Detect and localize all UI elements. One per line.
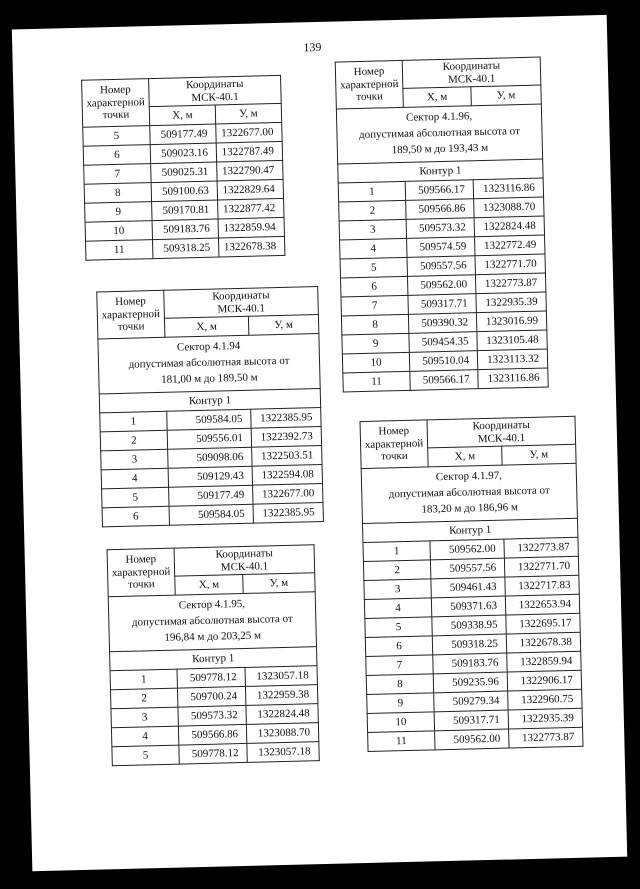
point-number: 1 (110, 669, 177, 690)
x-coordinate: 509778.12 (179, 744, 247, 765)
header-x: X, м (428, 446, 502, 467)
point-number: 2 (339, 200, 406, 221)
point-number: 6 (83, 145, 150, 166)
header-coordinates-label: Координаты (442, 59, 501, 73)
y-coordinate: 1322677.00 (253, 484, 323, 505)
x-coordinate: 509562.00 (430, 539, 504, 560)
y-coordinate: 1322935.39 (476, 292, 546, 313)
header-y: У, м (502, 445, 576, 466)
x-coordinate: 509700.24 (177, 687, 245, 708)
table-row (343, 368, 548, 392)
x-coordinate: 509562.00 (407, 275, 475, 296)
sector-caption (361, 464, 577, 524)
sector-height-range: 183,20 м до 186,96 м (421, 501, 519, 516)
point-number: 4 (101, 468, 168, 489)
header-x: X, м (149, 105, 215, 126)
header-x: X, м (164, 317, 248, 338)
point-number: 5 (83, 126, 150, 147)
contour-label: Контур 1 (338, 159, 543, 183)
header-y: У, м (243, 573, 315, 594)
sector-height-range: 196,84 м до 203,25 м (164, 629, 262, 645)
x-coordinate: 509584.05 (169, 504, 253, 525)
point-number: 2 (110, 688, 177, 709)
x-coordinate: 509338.95 (432, 615, 506, 636)
x-coordinate: 509279.34 (434, 691, 508, 712)
x-coordinate: 509025.31 (151, 162, 217, 183)
point-number: 5 (112, 745, 179, 766)
table-row (102, 503, 323, 527)
point-number: 1 (338, 181, 405, 202)
point-number: 4 (364, 598, 431, 619)
x-coordinate: 509566.17 (410, 370, 478, 391)
header-coordinates (174, 545, 315, 577)
header-x: X, м (403, 87, 471, 108)
point-number: 7 (341, 295, 408, 316)
y-coordinate: 1322653.94 (505, 594, 579, 615)
header-x: X, м (175, 575, 243, 596)
point-number: 9 (85, 202, 152, 223)
point-number: 5 (365, 617, 432, 638)
y-coordinate: 1322678.38 (506, 632, 580, 653)
point-number: 7 (84, 164, 151, 185)
y-coordinate: 1322773.87 (509, 727, 583, 748)
point-number: 11 (343, 371, 410, 392)
contour-label: Контур 1 (110, 647, 317, 671)
sector-height-range: 189,50 м до 193,43 м (391, 142, 489, 157)
x-coordinate: 509371.63 (431, 596, 505, 617)
y-coordinate: 1322678.38 (218, 237, 284, 258)
point-number: 3 (101, 449, 168, 470)
x-coordinate: 509557.56 (407, 256, 475, 277)
header-msk-label: МСК-40.1 (447, 72, 496, 86)
x-coordinate: 509556.01 (167, 428, 251, 449)
y-coordinate: 1323057.18 (247, 742, 319, 763)
point-number: 7 (366, 655, 433, 676)
header-y: У, м (215, 104, 281, 125)
header-msk-label: МСК-40.1 (477, 431, 526, 445)
point-number: 6 (102, 506, 169, 527)
x-coordinate: 509574.59 (407, 237, 475, 258)
y-coordinate: 1322824.48 (474, 216, 544, 237)
point-number: 3 (111, 707, 178, 728)
header-coordinates-label: Координаты (215, 547, 274, 561)
point-number: 5 (340, 257, 407, 278)
y-coordinate: 1323113.32 (477, 349, 547, 370)
sector-4-1-97-table (360, 416, 584, 752)
y-coordinate: 1322677.00 (216, 123, 282, 144)
y-coordinate: 1323105.48 (477, 330, 547, 351)
point-number: 10 (367, 712, 434, 733)
y-coordinate: 1322772.49 (475, 235, 545, 256)
sector-4-1-95-table (107, 544, 320, 766)
header-coordinates (164, 287, 319, 319)
point-number: 10 (342, 352, 409, 373)
x-coordinate: 509566.86 (178, 725, 246, 746)
point-number: 6 (341, 276, 408, 297)
header-coordinates (402, 57, 541, 89)
document-page (12, 15, 627, 871)
sector-height-text: допустимая абсолютная высота от (388, 484, 550, 501)
y-coordinate: 1322392.73 (251, 427, 321, 448)
point-number: 9 (367, 693, 434, 714)
header-coordinates-label: Координаты (212, 289, 270, 303)
sector-height-text: допустимая абсолютная высота от (358, 125, 521, 142)
y-coordinate: 1323057.18 (245, 666, 317, 687)
x-coordinate: 509023.16 (150, 143, 216, 164)
point-number: 4 (340, 238, 407, 259)
x-coordinate: 509454.35 (409, 332, 477, 353)
x-coordinate: 509584.05 (167, 409, 251, 430)
y-coordinate: 1323116.86 (478, 368, 548, 389)
point-number: 1 (363, 541, 430, 562)
x-coordinate: 509183.76 (433, 653, 507, 674)
sector-caption (98, 334, 320, 394)
sector-caption (108, 592, 316, 652)
point-number: 11 (368, 731, 435, 752)
point-number: 2 (363, 560, 430, 581)
header-msk-label: МСК-40.1 (191, 90, 239, 104)
point-number: 9 (342, 333, 409, 354)
y-coordinate: 1322717.83 (505, 575, 579, 596)
x-coordinate: 509235.96 (433, 672, 507, 693)
y-coordinate: 1322859.94 (507, 651, 581, 672)
page-number: 139 (303, 39, 322, 55)
x-coordinate: 509566.86 (406, 199, 474, 220)
sector-height-range: 181,00 м до 189,50 м (161, 371, 258, 387)
header-point-number: Номер характерной точки (360, 420, 428, 469)
x-coordinate: 509317.71 (408, 294, 476, 315)
y-coordinate: 1322829.64 (217, 180, 283, 201)
x-coordinate: 509317.71 (434, 710, 508, 731)
point-number: 1 (100, 411, 167, 432)
x-coordinate: 509562.00 (435, 729, 509, 750)
y-coordinate: 1322503.51 (252, 446, 322, 467)
contour-label: Контур 1 (99, 389, 320, 413)
header-coordinates-label: Координаты (472, 418, 530, 433)
x-coordinate: 509573.32 (178, 706, 246, 727)
contour-label: Контур 1 (363, 518, 578, 542)
x-coordinate: 509177.49 (169, 485, 253, 506)
y-coordinate: 1322773.87 (475, 273, 545, 294)
point-number: 11 (86, 240, 153, 261)
y-coordinate: 1323088.70 (474, 197, 544, 218)
table-row (368, 727, 583, 751)
x-coordinate: 509177.49 (150, 124, 216, 145)
y-coordinate: 1322824.48 (246, 704, 318, 725)
y-coordinate: 1322385.95 (253, 503, 323, 524)
header-coordinates (427, 416, 576, 448)
header-msk-label: МСК-40.1 (217, 301, 266, 316)
header-msk-label: МСК-40.1 (220, 559, 269, 574)
table-row (112, 742, 319, 766)
y-coordinate: 1323116.86 (473, 178, 543, 199)
point-number: 3 (339, 219, 406, 240)
x-coordinate: 509129.43 (168, 466, 252, 487)
x-coordinate: 509318.25 (432, 634, 506, 655)
sector-sector: Сектор 4.1.94 (176, 340, 241, 354)
y-coordinate: 1323088.70 (246, 723, 318, 744)
sector-sector: Сектор 4.1.97, (435, 469, 503, 484)
point-number: 8 (366, 674, 433, 695)
point-number: 4 (111, 726, 178, 747)
y-coordinate: 1322960.75 (508, 689, 582, 710)
header-y: У, м (248, 315, 318, 336)
x-coordinate: 509566.17 (405, 180, 473, 201)
header-coordinates (149, 75, 282, 106)
x-coordinate: 509573.32 (406, 218, 474, 239)
point-number: 10 (85, 221, 152, 242)
y-coordinate: 1323016.99 (476, 311, 546, 332)
x-coordinate: 509183.76 (152, 219, 218, 240)
x-coordinate: 509510.04 (409, 351, 477, 372)
sector-sector: Сектор 4.1.96, (405, 110, 473, 125)
x-coordinate: 509390.32 (408, 313, 476, 334)
sector-sector: Сектор 4.1.95, (178, 598, 246, 612)
point-number: 8 (341, 314, 408, 335)
y-coordinate: 1322935.39 (508, 708, 582, 729)
y-coordinate: 1322877.42 (218, 199, 284, 220)
y-coordinate: 1322790.47 (217, 161, 283, 182)
point-number: 2 (100, 430, 167, 451)
y-coordinate: 1322787.49 (216, 142, 282, 163)
header-point-number: Номер характерной точки (82, 79, 150, 128)
header-point-number: Номер характерной точки (335, 60, 403, 109)
y-coordinate: 1322771.70 (475, 254, 545, 275)
x-coordinate: 509557.56 (430, 558, 504, 579)
y-coordinate: 1322773.87 (504, 537, 578, 558)
x-coordinate: 509778.12 (177, 668, 245, 689)
y-coordinate: 1322594.08 (252, 465, 322, 486)
header-coordinates-label: Координаты (185, 77, 244, 92)
x-coordinate: 509100.63 (151, 181, 217, 202)
y-coordinate: 1322695.17 (506, 613, 580, 634)
point-number: 5 (102, 487, 169, 508)
y-coordinate: 1322859.94 (218, 218, 284, 239)
point-number: 6 (365, 636, 432, 657)
table-row (86, 237, 285, 261)
point-number: 3 (364, 579, 431, 600)
y-coordinate: 1322385.95 (251, 408, 321, 429)
coordinates-table-continued (81, 75, 285, 261)
x-coordinate: 509461.43 (431, 577, 505, 598)
sector-height-text: допустимая абсолютная высота от (128, 354, 290, 371)
sector-4-1-96-table (335, 57, 549, 393)
y-coordinate: 1322906.17 (507, 670, 581, 691)
x-coordinate: 509098.06 (168, 447, 252, 468)
sector-caption (336, 104, 542, 164)
header-point-number: Номер характерной точки (107, 548, 175, 597)
x-coordinate: 509318.25 (153, 238, 219, 259)
sector-4-1-94-table (96, 286, 324, 527)
point-number: 8 (84, 183, 151, 204)
y-coordinate: 1322771.70 (504, 556, 578, 577)
y-coordinate: 1322959.38 (245, 685, 317, 706)
sector-height-text: допустимая абсолютная высота от (131, 612, 293, 629)
header-y: У, м (471, 85, 541, 106)
x-coordinate: 509170.81 (152, 200, 218, 221)
header-point-number: Номер характерной точки (97, 290, 165, 339)
